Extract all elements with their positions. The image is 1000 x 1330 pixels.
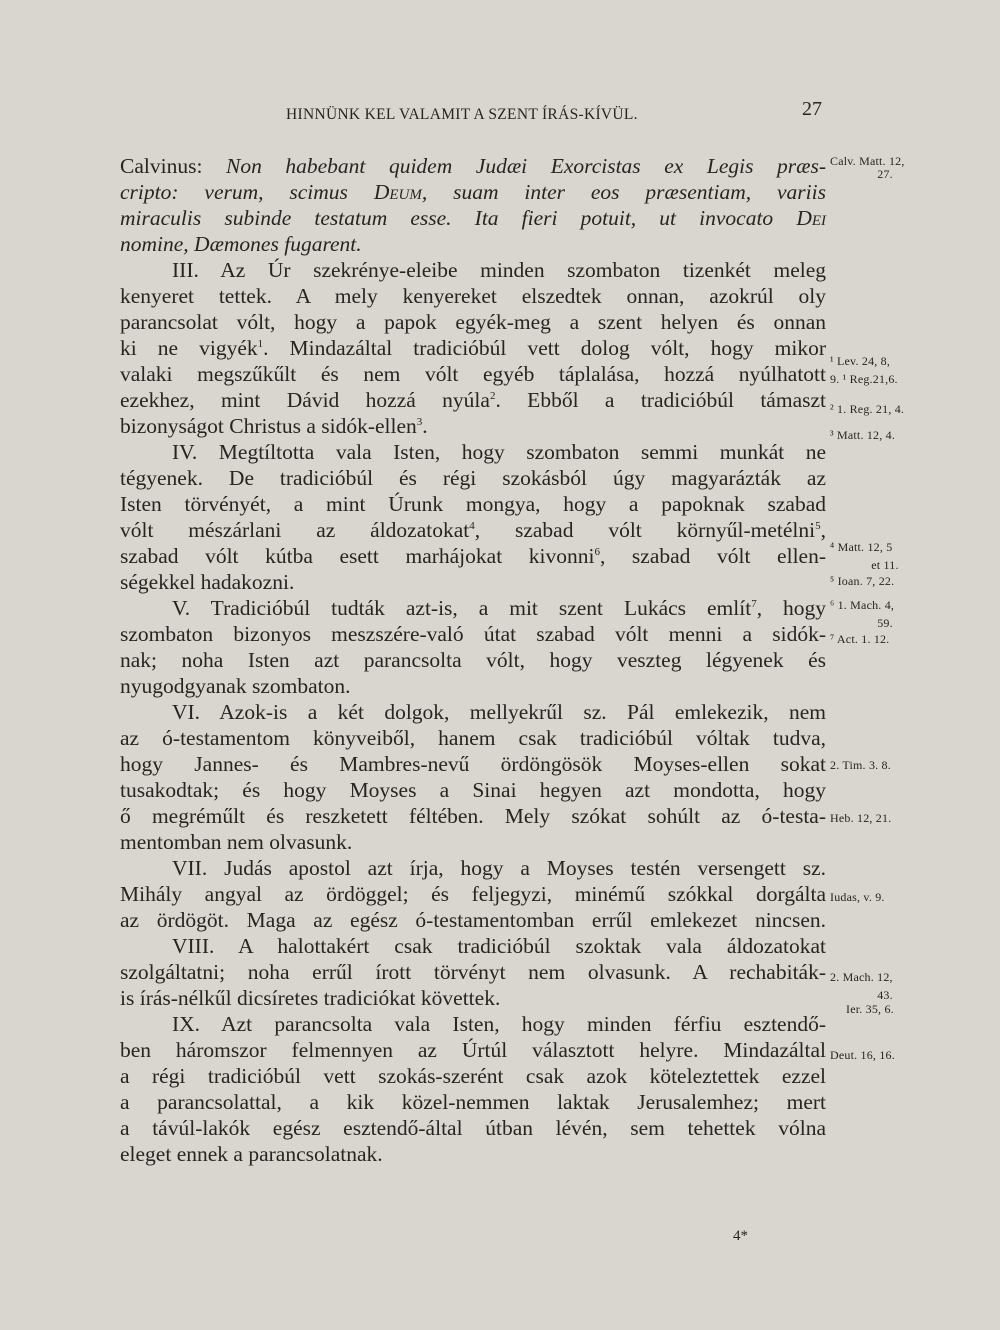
margin-note: 9. ¹ Reg.21,6. — [830, 372, 898, 386]
margin-note: 43. — [877, 988, 893, 1002]
margin-note: et 11. — [871, 558, 899, 572]
text-line: az ó-testamentom könyveiből, hanem csak tradicióbúl vóltak tudva, — [120, 726, 826, 750]
text-line: tusakodtak; és hogy Moyses a Sinai hegyen azt mondotta, hogy — [120, 778, 826, 802]
text-line: valaki megszűkűlt és nem vólt egyéb táplalása, hozzá nyúlhatott — [120, 362, 826, 386]
margin-note: Iudas, v. 9. — [830, 890, 885, 904]
page-header — [120, 98, 826, 128]
text-line: az ördögöt. Maga az egész ó-testamentomban errűl emlekezet nincsen. — [120, 908, 826, 932]
text-line: szabad vólt kútba esett marhájokat kivonni$^6$, szabad vólt ellen- — [120, 544, 826, 568]
margin-note: Deut. 16, 16. — [830, 1048, 895, 1062]
text-line: eleget ennek a parancsolatnak. — [120, 1142, 383, 1166]
text-line: Mihály angyal az ördöggel; és feljegyzi, minémű szókkal dorgálta — [120, 882, 826, 906]
footnote-ref: 3 — [416, 415, 423, 428]
text-line: kenyeret tettek. A mely kenyereket elszedtek onnan, azokrúl oly — [120, 284, 826, 308]
margin-note: Calv. Matt. 12, 27. — [830, 154, 905, 181]
footnote-ref: 5 — [815, 519, 821, 532]
footnote-ref: 1 — [257, 337, 264, 350]
margin-note: 59. — [877, 616, 893, 630]
text-line: ben háromszor felmennyen az Úrtúl választott helyre. Mindazáltal — [120, 1038, 826, 1062]
text-line: vólt mészárlani az áldozatokat$^4$, szabad vólt környűl-metélni$^5$, — [120, 518, 826, 542]
margin-note: ⁷ Act. 1. 12. — [830, 632, 890, 646]
margin-note: ³ Matt. 12, 4. — [830, 428, 896, 442]
text-line: IX. Azt parancsolta vala Isten, hogy minden férfiu esztendő- — [172, 1012, 826, 1036]
text-line: a régi tradicióbúl vett szokás-szerént csak azok köteleztettek ezzel — [120, 1064, 826, 1088]
footnote-ref: 2 — [489, 389, 496, 402]
text-line: VII. Judás apostol azt írja, hogy a Moyses testén versengett sz. — [172, 856, 826, 880]
text-line: V. Tradicióbúl tudták azt-is, a mit szent Lukács említ$^7$, hogy — [172, 596, 827, 620]
footnote-ref: 4 — [469, 519, 475, 532]
text-line: VIII. A halottakért csak tradicióbúl szoktak vala áldozatokat — [172, 934, 826, 958]
margin-note: ⁴ Matt. 12, 5 — [830, 540, 893, 554]
text-line: ezekhez, mint Dávid hozzá nyúla$^2$. Ebből a tradicióbúl támaszt — [120, 388, 826, 412]
text-line: VI. Azok-is a két dolgok, mellyekrűl sz. Pál emlekezik, nem — [172, 700, 826, 724]
text-line: is írás-nélkűl dicsíretes tradiciókat követtek. — [120, 986, 501, 1010]
text-line: hogy Jannes- és Mambres-nevű ördöngösök Moyses-ellen sokat — [120, 752, 826, 776]
text-line: szombaton bizonyos meszszére-való útat szabad vólt menni a sidók- — [120, 622, 826, 646]
text-line: nomine, Dæmones fugarent. — [120, 232, 362, 256]
margin-note: 2. Tim. 3. 8. — [830, 758, 891, 772]
margin-note: Ier. 35, 6. — [846, 1002, 894, 1016]
text-line: cripto: verum, scimus Deum, suam inter eos præsentiam, variis — [120, 180, 826, 204]
running-title: HINNÜNK KEL VALAMIT A SZENT ÍRÁS-KÍVÜL. — [286, 106, 638, 123]
margin-note: 2. Mach. 12, — [830, 970, 893, 984]
text-line: szolgáltatni; noha errűl írott törvényt nem olvasunk. A rechabiták- — [120, 960, 826, 984]
text-line: bizonyságot Christus a sidók-ellen$^3$. — [120, 414, 428, 438]
text-line: miraculis subinde testatum esse. Ita fieri potuit, ut invocato Dei — [120, 206, 826, 230]
margin-note: ⁶ 1. Mach. 4, — [830, 598, 895, 612]
margin-note: ² 1. Reg. 21, 4. — [830, 402, 905, 416]
text-line: Calvinus: Non habebant quidem Judæi Exorcistas ex Legis præs- — [120, 154, 827, 178]
text-line: ki ne vigyék$^1$. Mindazáltal tradicióbúl vett dolog vólt, hogy mikor — [120, 336, 826, 360]
text-line: ő megréműlt és reszketett féltében. Mely szókat sohúlt az ó-testa- — [120, 804, 826, 828]
margin-note: Heb. 12, 21. — [830, 811, 892, 825]
margin-note: ¹ Lev. 24, 8, — [830, 354, 891, 368]
text-line: a távúl-lakók egész esztendő-által útban lévén, sem tehettek vólna — [120, 1116, 826, 1140]
text-line: tégyenek. De tradicióbúl és régi szokásból úgy magyarázták az — [120, 466, 826, 490]
text-line: mentomban nem olvasunk. — [120, 830, 353, 854]
text-line: Isten törvényét, a mint Úrunk mongya, hogy a papoknak szabad — [120, 492, 826, 516]
footnote-ref: 7 — [751, 597, 757, 610]
margin-note: ⁵ Ioan. 7, 22. — [830, 574, 895, 588]
main-text — [120, 153, 826, 1167]
signature-mark: 4* — [733, 1228, 748, 1244]
text-line: nyugodgyanak szombaton. — [120, 674, 351, 698]
text-line: parancsolat vólt, hogy a papok egyék-meg a szent helyen és onnan — [120, 310, 826, 334]
text-line: III. Az Úr szekrénye-eleibe minden szombaton tizenkét meleg — [172, 258, 826, 282]
text-line: IV. Megtíltotta vala Isten, hogy szombaton semmi munkát ne — [172, 440, 826, 464]
page-number: 27 — [802, 98, 822, 120]
text-line: a parancsolattal, a kik közel-nemmen laktak Jerusalemhez; mert — [120, 1090, 826, 1114]
text-line: nak; noha Isten azt parancsolta vólt, hogy veszteg légyenek és — [120, 648, 826, 672]
footnote-ref: 6 — [594, 545, 600, 558]
text-line: ségekkel hadakozni. — [120, 570, 295, 594]
